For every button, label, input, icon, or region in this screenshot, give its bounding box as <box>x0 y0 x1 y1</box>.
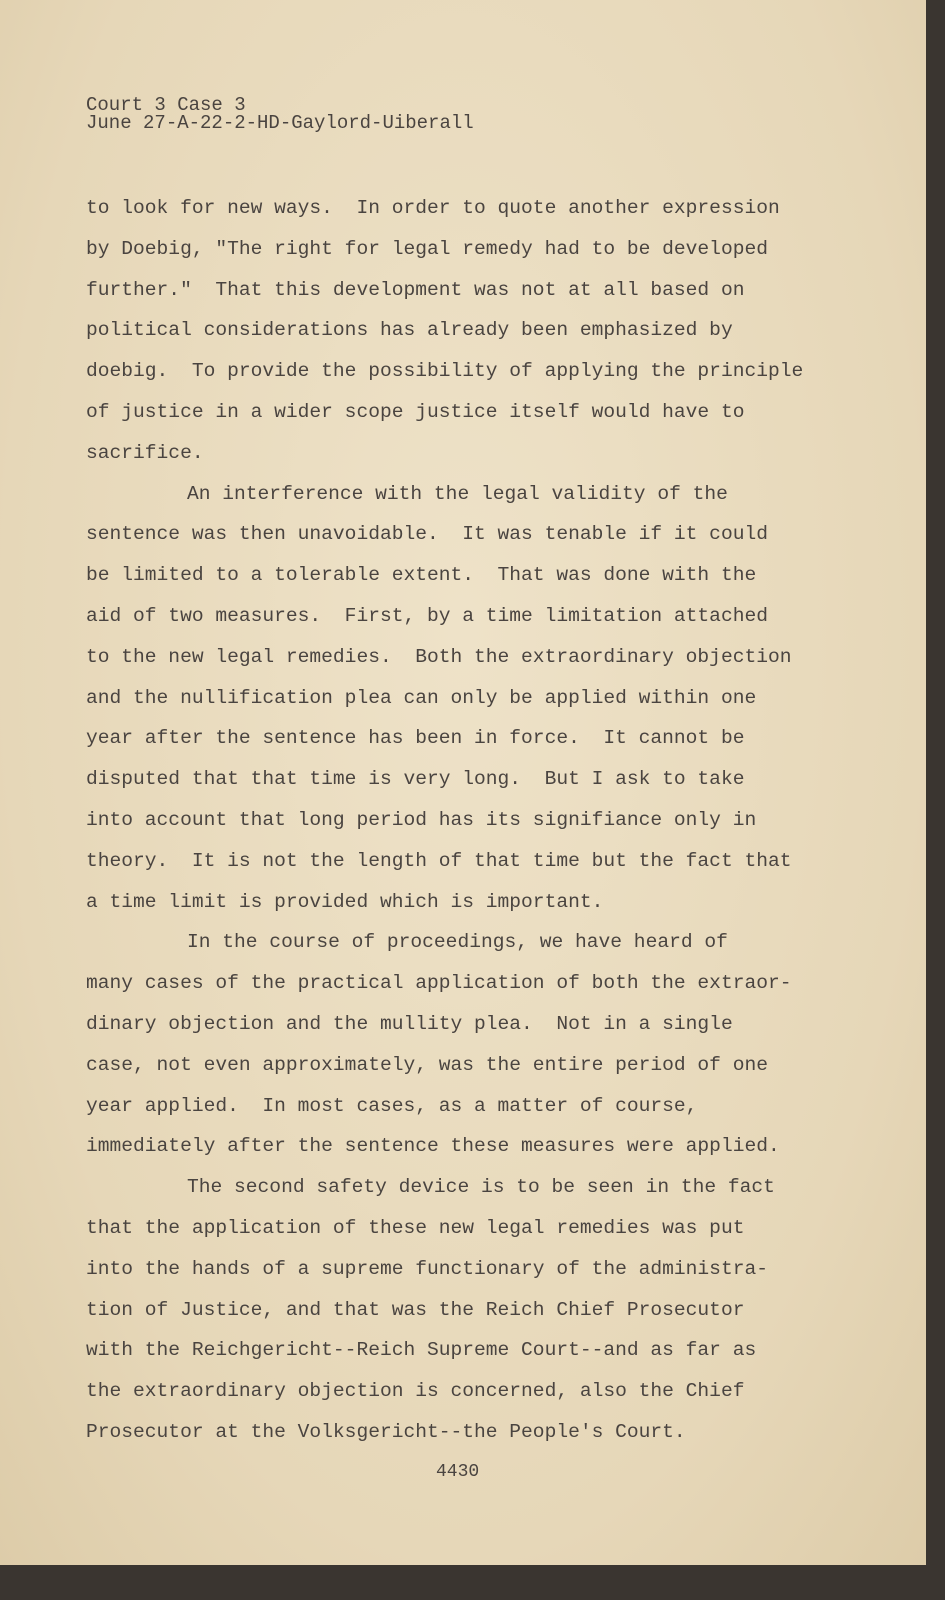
text-line: tion of Justice, and that was the Reich Chief Prosecutor <box>86 1298 745 1321</box>
text-line: with the Reichgericht--Reich Supreme Court--and as far as <box>86 1339 757 1362</box>
text-line: theory. It is not the length of that time but the fact that <box>86 849 792 872</box>
text-line: political considerations has already been emphasized by <box>86 319 733 342</box>
text-line: aid of two measures. First, by a time limitation attached <box>86 604 768 627</box>
text-line: many cases of the practical application of both the extraor- <box>86 972 792 995</box>
text-line: An interference with the legal validity of the <box>187 482 728 505</box>
page-number: 4430 <box>436 1462 480 1482</box>
text-line: by Doebig, "The right for legal remedy had to be developed <box>86 237 768 260</box>
text-line: and the nullification plea can only be applied within one <box>86 686 757 709</box>
text-line: further." That this development was not at all based on <box>86 278 745 301</box>
text-line: In the course of proceedings, we have heard of <box>187 931 728 954</box>
header-court-case: Court 3 Case 3 <box>86 94 246 116</box>
text-line: to look for new ways. In order to quote another expression <box>86 197 780 219</box>
text-line: sacrifice. <box>86 441 204 464</box>
text-line: to the new legal remedies. Both the extraordinary objection <box>86 645 792 668</box>
text-line: doebig. To provide the possibility of applying the principle <box>86 360 804 383</box>
text-line: immediately after the sentence these measures were applied. <box>86 1135 780 1158</box>
text-line: year after the sentence has been in force. It cannot be <box>86 727 745 750</box>
text-line: a time limit is provided which is important. <box>86 890 604 913</box>
text-line: Prosecutor at the Volksgericht--the People's Court. <box>86 1420 686 1443</box>
text-line: of justice in a wider scope justice itself would have to <box>86 400 745 423</box>
text-line: the extraordinary objection is concerned, also the Chief <box>86 1380 745 1403</box>
text-line: sentence was then unavoidable. It was tenable if it could <box>86 523 768 546</box>
text-line: dinary objection and the mullity plea. Not in a single <box>86 1012 733 1035</box>
text-line: into the hands of a supreme functionary of the administra- <box>86 1257 768 1280</box>
text-line: that the application of these new legal remedies was put <box>86 1216 745 1239</box>
header-session-info: June 27-A-22-2-HD-Gaylord-Uiberall <box>86 112 474 134</box>
text-line: be limited to a tolerable extent. That was done with the <box>86 564 757 587</box>
text-line: into account that long period has its signifiance only in <box>86 808 757 831</box>
text-line: year applied. In most cases, as a matter of course, <box>86 1094 698 1117</box>
text-line: The second safety device is to be seen in the fact <box>187 1176 775 1199</box>
text-line: case, not even approximately, was the entire period of one <box>86 1053 768 1076</box>
document-header <box>86 96 474 132</box>
document-body <box>86 194 803 1459</box>
text-line: disputed that that time is very long. But I ask to take <box>86 768 745 791</box>
